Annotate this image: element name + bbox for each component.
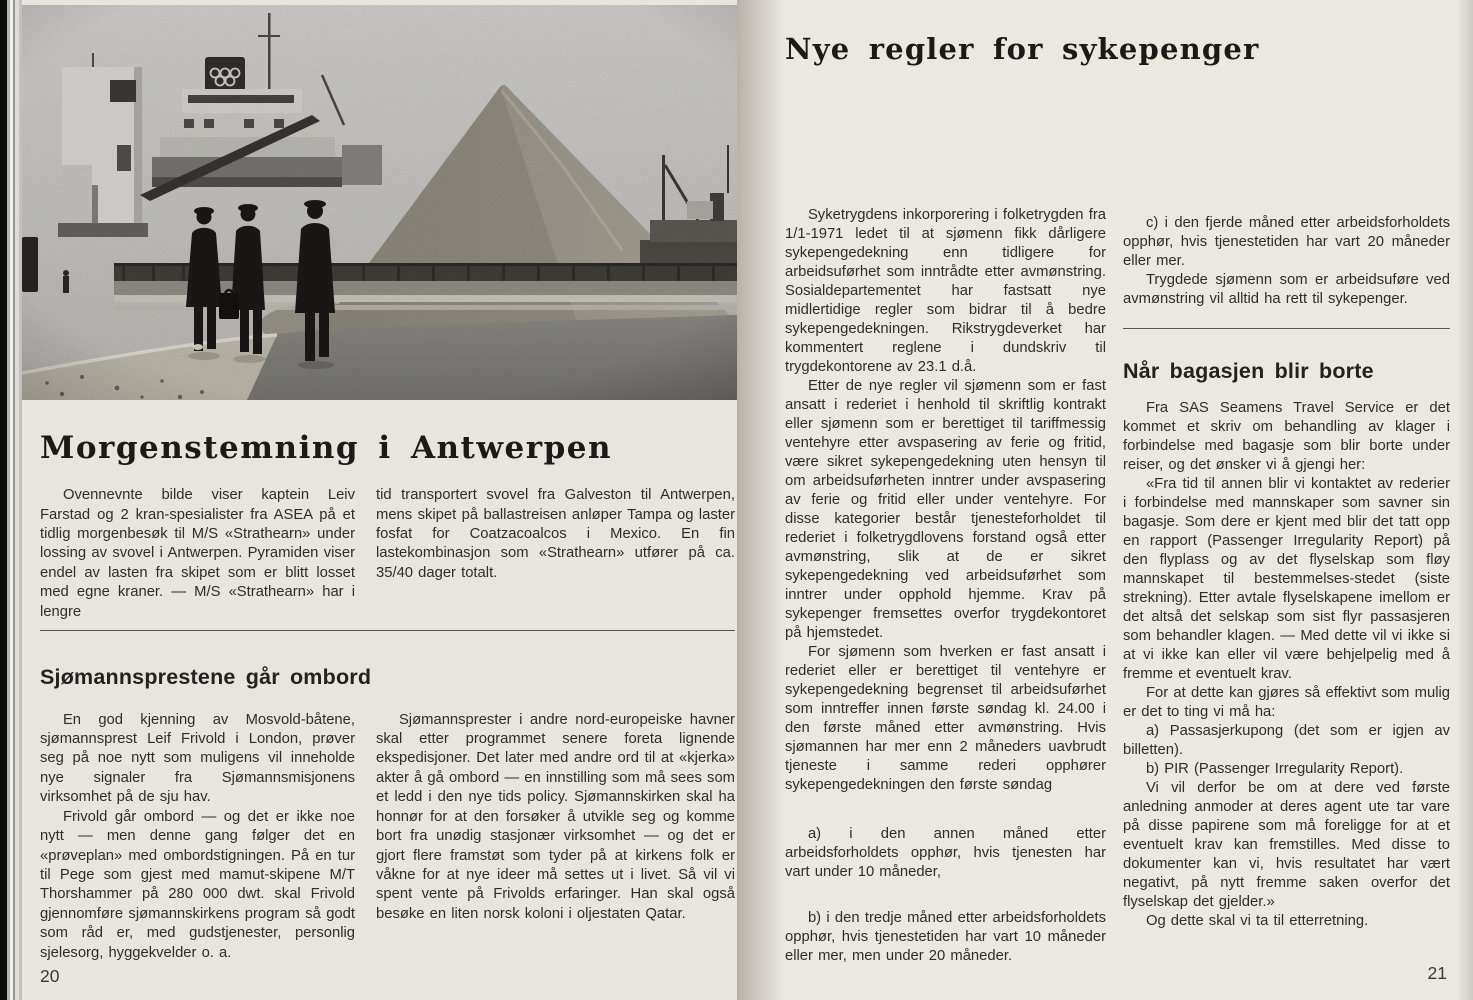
- list-item-c: c) i den fjerde måned etter arbeidsforholdets opphør, hvis tjenestetiden har vart 20 måneder eller mer.: [1123, 214, 1450, 269]
- paragraph: Sjømannsprester i andre nord-europeiske havner skal etter programmet senere foreta lignende ekspedisjoner. Det later med andre ord til at «kjerka» akter å gå ombord — en innstilling som må sees som et ledd i den nye tids policy. Sjømannskirken skal ha honnør for at den forsøker å utvikle seg og komme bort fra unødig stasjonær virksomhet — og det er gjort flere framstøt som tyder på at kirkens folk er våkne for at nye ideer må settes ut i livet. Så vil vi spent vente på Frivolds erfaringer. Han skal også besøke en liten norsk koloni i oljestaten Qatar.: [376, 711, 735, 922]
- column: [376, 711, 735, 963]
- sjomannsprestene-columns: [40, 711, 735, 963]
- paragraph: Ovennevnte bilde viser kaptein Leiv Farstad og 2 kran-spesialister fra ASEA på et tidlig morgenbesøk til M/S «Strathearn» under lossing av svovel i Antwerpen. Pyramiden viser endel av lasten fra skipet som er blitt losset med egne kraner. — M/S «Strathearn» har i lengre: [40, 487, 355, 620]
- list-item-b: b) PIR (Passenger Irregularity Report).: [1145, 760, 1404, 777]
- column: [785, 206, 1106, 966]
- list-item-a: a) Passasjerkupong (det som er igjen av billetten).: [1123, 722, 1450, 758]
- paragraph: Syketrygdens inkorporering i folketrygden fra 1/1-1971 ledet til at sjømenn fikk dårligere sykepengedekning enn tidligere for arbeidsuførhet som inntrådte etter avmønstring. Sosialdepartementet har fastsatt nye midlertidige regler som bidrar til å bedre sykepengedekningen. Rikstrygdeverket har kommentert reglene i dundskriv til trygdekontorene av 23.1 d.å.: [785, 206, 1106, 375]
- sykepenger-columns: [785, 206, 1450, 966]
- page-number-left: 20: [40, 966, 60, 986]
- article-title-morgenstemning: Morgenstemning i Antwerpen: [40, 430, 613, 466]
- paragraph: Fra SAS Seamens Travel Service er det kommet et skriv om behandling av klager i forbindelse med bagasje som blir borte under reiser, og det ønsker vi å gjengi her:: [1123, 399, 1450, 473]
- article-title-bagasjen: Når bagasjen blir borte: [1123, 358, 1374, 383]
- article-title-sjomannsprestene: Sjømannsprestene går ombord: [40, 664, 372, 689]
- section-divider: [40, 630, 735, 631]
- morgenstemning-columns: [40, 486, 735, 622]
- paragraph: Etter de nye regler vil sjømenn som er fast ansatt i rederiet i henhold til skriftlig kontrakt eller sjømenn som er berettiget til tariffmessig ventehyre etter avspasering av ferie og fritid, være sikret sykepengedekning uten hensyn til om arbeidsuførheten inntrer under avspasering av ferie og fritid eller under ventehyre. For disse kategorier består tjenesteforholdet til rederiet i folketrygdlovens forstand også etter avmønstring, slik at de er sikret sykepengedekning ved arbeidsuførhet som inntrer under opphold hjemme. Krav på sykepenger fremsettes overfor trygdekontoret på hjemstedet.: [785, 377, 1106, 641]
- paragraph: Frivold går ombord — og det er ikke noe nytt — men denne gang følger det en «prøveplan» med ombordstigningen. På en tur til Pege som gjest med mamut-skipene M/T Thorshammer på 280 000 dwt. skal Frivold gjennomføre sjømannskirkens program så godt som råd er, med gudstjenester, personlig sjelesorg, hyggekvelder o. a.: [40, 808, 355, 961]
- column: [1123, 206, 1450, 966]
- paragraph: En god kjenning av Mosvold-båtene, sjømannsprest Leif Frivold i London, prøver seg på noe nytt som muligens vil inneholde nye signaler fra Sjømannsmisjonens virksomhet på de sju hav.: [40, 711, 355, 806]
- book-edge: [0, 0, 22, 1000]
- page-number-right: 21: [1427, 963, 1447, 983]
- column: [40, 486, 355, 622]
- harbor-photo: [22, 5, 737, 400]
- paragraph: For sjømenn som hverken er fast ansatt i rederiet eller er berettiget til ventehyre er sykepengedekning begrenset til arbeidsuførhet som inntreffer innen første søndag kl. 24.00 i den første måned etter avmønstring. Hvis sjømannen har mer enn 2 måneders uavbrudt tjeneste i samme rederi opphører sykepengedekningen den første søndag: [785, 643, 1106, 793]
- section-divider: [1123, 328, 1450, 329]
- list-item-b: b) i den tredje måned etter arbeidsforholdets opphør, hvis tjenestetiden har vart 10 måneder eller mer, men under 20 måneder.: [785, 909, 1106, 964]
- paragraph: For at dette kan gjøres så effektivt som mulig er det to ting vi må ha:: [1123, 684, 1450, 720]
- paragraph: tid transportert svovel fra Galveston til Antwerpen, mens skipet på ballastreisen anløper Tampa og laster fosfat for Coatzacoalcos i Mexico. En fin lastekombinasjon som «Strathearn» utfører på ca. 35/40 dager totalt.: [376, 487, 735, 581]
- paragraph: Trygdede sjømenn som er arbeidsuføre ved avmønstring vil alltid ha rett til sykepenger.: [1123, 271, 1450, 307]
- column: [40, 711, 355, 963]
- paragraph: Og dette skal vi ta til etterretning.: [1145, 912, 1369, 929]
- paragraph: «Fra tid til annen blir vi kontaktet av rederier i forbindelse med mannskaper som savner sin bagasje. Som dere er kjent med blir det tatt opp en rapport (Passenger Irregularity Report) på den flyplass og av det flyselskap som fløy mannskapet til bestemmelses-stedet (siste strekning). Etter avtale flyselskapene imellom er det altså det selskap som sist flyr passasjeren som behandler klagen. — Med dette vil vi ikke si at vi ikke kan eller vil være behjelpelig med å fremme et eventuelt krav.: [1123, 475, 1450, 682]
- column: [376, 486, 735, 622]
- page-left: [22, 0, 737, 1000]
- page-right: [737, 0, 1473, 1000]
- list-item-a: a) i den annen måned etter arbeidsforholdets opphør, hvis tjenesten har vart under 10 måneder,: [785, 825, 1106, 880]
- article-title-sykepenger: Nye regler for sykepenger: [785, 32, 1260, 66]
- paragraph: Vi vil derfor be om at dere ved første anledning anmoder at deres agent ute tar vare på disse papirene som må foreligge for at et eventuelt krav kan fremstilles. Med disse to dokumenter kan vi, hvis resultatet har vært negativt, på nytt fremme saken overfor det flyselskap det gjelder.»: [1123, 779, 1450, 910]
